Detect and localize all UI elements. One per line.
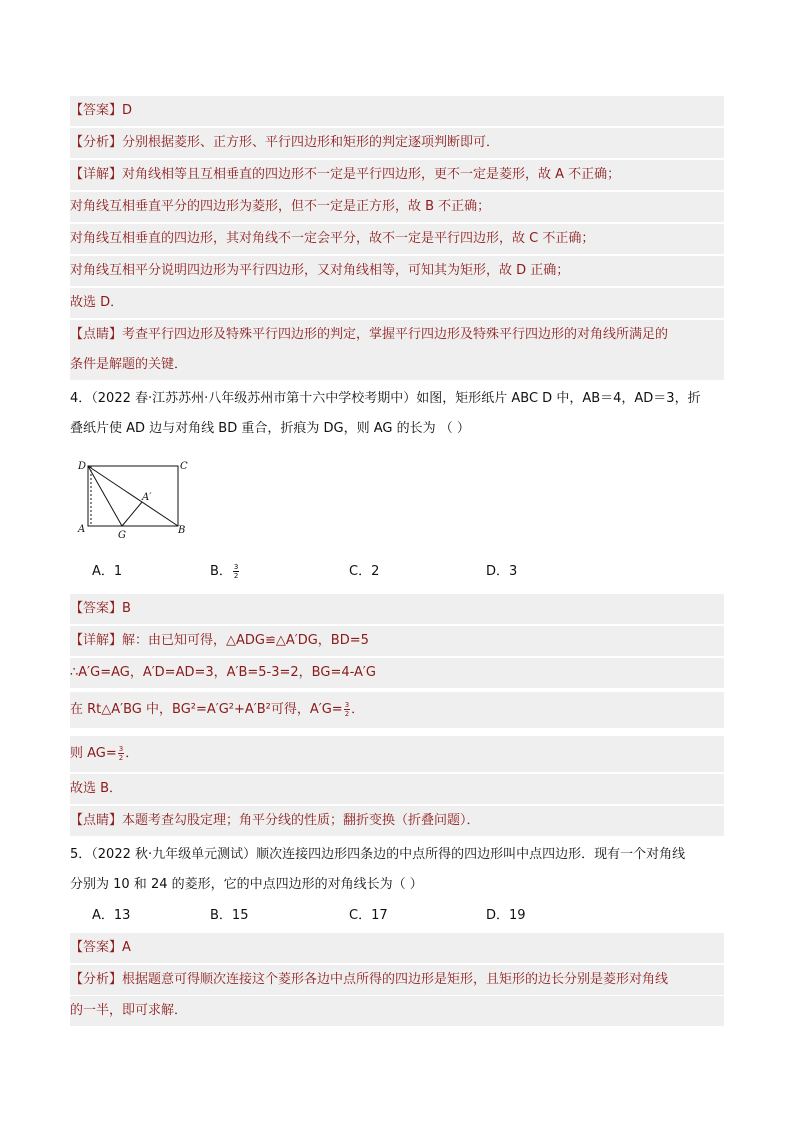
detail-text: 对角线互相垂直的四边形，其对角线不一定会平分，故不一定是平行四边形，故 C 不正确； xyxy=(70,231,595,246)
option-a: A．1 xyxy=(92,564,123,579)
analysis-text: 根据题意可得顺次连接这个菱形各边中点所得的四边形是矩形，且矩形的边长分别是菱形对角线 xyxy=(122,972,669,987)
option-d: D．3 xyxy=(486,564,518,579)
q5-analysis-line-1 xyxy=(70,965,724,995)
q3-answer-line xyxy=(70,96,724,126)
answer-value: A xyxy=(122,940,131,955)
detail-text: 则 AG= xyxy=(70,746,117,761)
option-a: A．13 xyxy=(92,908,131,923)
q4-detail-line-1 xyxy=(70,626,724,656)
detail-text: 对角线相等且互相垂直的四边形不一定是平行四边形，更不一定是菱形，故 A 不正确； xyxy=(122,167,621,182)
denominator: 2 xyxy=(344,710,350,718)
answer-tag: 【答案】 xyxy=(70,940,123,955)
q4-detail-line-5 xyxy=(70,774,724,804)
comment-tag: 【点睛】 xyxy=(70,327,123,342)
denominator: 2 xyxy=(118,754,124,762)
analysis-tag: 【分析】 xyxy=(70,972,123,987)
detail-tag: 【详解】 xyxy=(70,633,123,648)
q3-detail-line-2 xyxy=(70,192,724,222)
detail-text: ． xyxy=(125,746,139,761)
denominator: 2 xyxy=(233,572,239,580)
question-text: 叠纸片使 AD 边与对角线 BD 重合，折痕为 DG，则 AG 的长为 （ ） xyxy=(70,421,470,436)
q5-analysis-line-2 xyxy=(70,996,724,1026)
label-d: D xyxy=(78,461,87,472)
q5-answer-line xyxy=(70,933,724,963)
detail-tag: 【详解】 xyxy=(70,167,123,182)
option-b-prefix: B． xyxy=(210,564,232,579)
analysis-tag: 【分析】 xyxy=(70,135,123,150)
analysis-text: 分别根据菱形、正方形、平行四边形和矩形的判定逐项判断即可． xyxy=(122,135,500,150)
q5-stem-line-2 xyxy=(70,870,724,900)
numerator: 3 xyxy=(118,745,124,753)
comment-text: 考查平行四边形及特殊平行四边形的判定，掌握平行四边形及特殊平行四边形的对角线所满足的 xyxy=(122,327,669,342)
detail-text: 故选 B． xyxy=(70,781,123,796)
crease-dg xyxy=(88,466,122,526)
rectangle-fold-figure xyxy=(74,456,192,542)
option-b: B．15 xyxy=(210,908,249,923)
detail-text: ∴A′G=AG，A′D=AD=3，A′B=5-3=2，BG=4-A′G xyxy=(70,665,376,680)
label-a: A xyxy=(78,524,86,535)
answer-tag: 【答案】 xyxy=(70,103,123,118)
detail-text: 对角线互相平分说明四边形为平行四边形，又对角线相等，可知其为矩形，故 D 正确； xyxy=(70,263,570,278)
detail-text: ． xyxy=(351,702,365,717)
option-c: C．17 xyxy=(349,908,388,923)
label-b: B xyxy=(178,525,186,536)
label-a-prime: A′ xyxy=(142,492,152,503)
q3-detail-line-3 xyxy=(70,224,724,254)
q3-comment-line-1 xyxy=(70,320,724,350)
detail-text: 对角线互相垂直平分的四边形为菱形，但不一定是正方形，故 B 不正确； xyxy=(70,199,491,214)
q4-detail-line-4 xyxy=(70,736,724,772)
analysis-text: 的一半，即可求解． xyxy=(70,1003,188,1018)
detail-text: 故选 D． xyxy=(70,295,124,310)
q4-comment-line xyxy=(70,806,724,836)
answer-value: D xyxy=(122,103,133,118)
q5-stem-line-1 xyxy=(70,840,724,870)
q3-comment-line-2 xyxy=(70,350,724,380)
label-g: G xyxy=(118,530,126,541)
numerator: 3 xyxy=(344,701,350,709)
option-c: C．2 xyxy=(349,564,380,579)
diagonal-bd xyxy=(88,466,178,526)
answer-tag: 【答案】 xyxy=(70,601,123,616)
fraction xyxy=(344,701,350,718)
geometry-diagram xyxy=(74,456,192,542)
comment-text: 本题考查勾股定理；角平分线的性质；翻折变换（折叠问题）． xyxy=(122,813,480,828)
option-b xyxy=(210,562,240,582)
q3-analysis-line xyxy=(70,128,724,158)
q3-detail-line-5 xyxy=(70,288,724,318)
option-d: D．19 xyxy=(486,908,526,923)
question-text: 5．（2022 秋·九年级单元测试）顺次连接四边形四条边的中点所得的四边形叫中点四边形．现有一个对角线 xyxy=(70,847,686,862)
comment-text: 条件是解题的关键． xyxy=(70,357,188,372)
answer-value: B xyxy=(122,601,131,616)
q4-stem-line-1 xyxy=(70,384,724,414)
segment-ga-prime xyxy=(122,502,142,526)
comment-tag: 【点睛】 xyxy=(70,813,123,828)
q4-answer-line xyxy=(70,594,724,624)
q4-detail-line-2 xyxy=(70,658,724,688)
q4-detail-line-3 xyxy=(70,692,724,728)
label-c: C xyxy=(180,461,188,472)
question-text: 分别为 10 和 24 的菱形，它的中点四边形的对角线长为（ ） xyxy=(70,877,423,892)
numerator: 3 xyxy=(233,563,239,571)
q3-detail-line-4 xyxy=(70,256,724,286)
detail-text: 在 Rt△A′BG 中，BG²=A′G²+A′B²可得，A′G= xyxy=(70,702,343,717)
q3-detail-line-1 xyxy=(70,160,724,190)
q4-stem-line-2 xyxy=(70,414,724,444)
fraction xyxy=(233,563,239,580)
detail-text: 解：由已知可得，△ADG≌△A′DG，BD=5 xyxy=(122,633,369,648)
question-text: 4．（2022 春·江苏苏州·八年级苏州市第十六中学校考期中）如图，矩形纸片 ABC D 中，AB＝4，AD＝3，折 xyxy=(70,391,701,406)
fraction xyxy=(118,745,124,762)
